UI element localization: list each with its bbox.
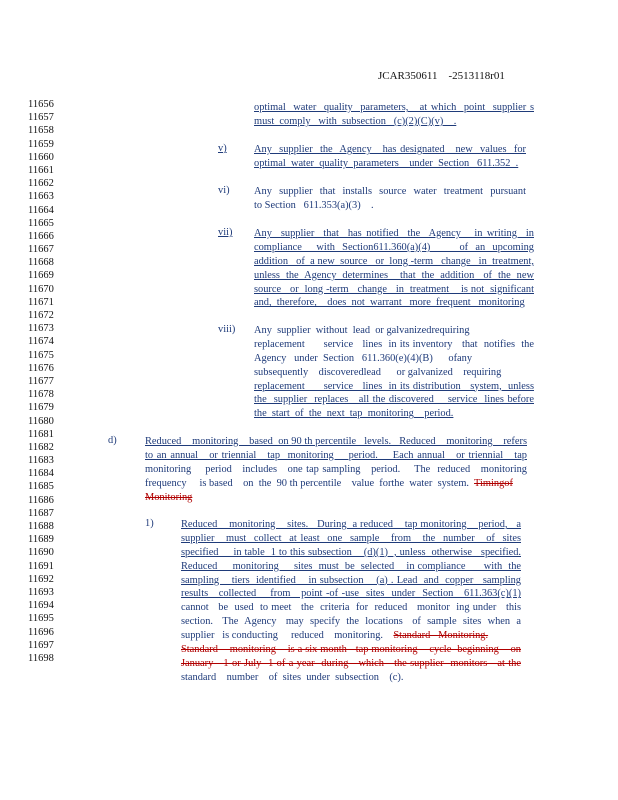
line-number: 11669 bbox=[28, 270, 54, 282]
text-line: to Section 611.353(a)(3) . bbox=[254, 199, 374, 211]
block-vii bbox=[254, 227, 534, 310]
block-viii bbox=[254, 324, 534, 421]
marker-vi: vi) bbox=[218, 185, 230, 196]
text-line: compliance with Section611.360(a)(4) of an upcoming bbox=[254, 241, 534, 253]
text-line: Reduced monitoring sites. During a reduced tap monitoring period, a bbox=[181, 519, 521, 530]
line-number: 11693 bbox=[28, 586, 54, 598]
text-run: frequency is based on the 90 th percentile value forthe water system. bbox=[145, 477, 470, 489]
line-number: 11666 bbox=[28, 230, 54, 242]
line-number: 11676 bbox=[28, 362, 54, 374]
line-number: 11677 bbox=[28, 375, 54, 387]
line-number: 11697 bbox=[28, 639, 54, 651]
text-line bbox=[181, 629, 521, 643]
text-line bbox=[145, 477, 527, 491]
marker-1: 1) bbox=[145, 518, 154, 529]
text-line: specified in table 1 to this subsection (d)(1) , unless otherwise specified. bbox=[181, 546, 521, 558]
text-line: subsequently discoveredlead or galvanized requiring bbox=[254, 366, 502, 378]
line-number: 11658 bbox=[28, 125, 54, 137]
block-top bbox=[254, 101, 534, 129]
line-number: 11662 bbox=[28, 178, 54, 190]
line-number: 11672 bbox=[28, 310, 54, 321]
text-line: addition of a new source or long -term change in treatment, bbox=[254, 255, 534, 267]
text-line: Any supplier that has notified the Agency in writing in bbox=[254, 228, 534, 239]
text-line: monitoring period includes one tap sampling period. The reduced monitoring bbox=[145, 463, 527, 475]
line-number: 11657 bbox=[28, 112, 54, 124]
line-number: 11674 bbox=[28, 336, 54, 348]
line-number: 11684 bbox=[28, 468, 54, 480]
line-number: 11678 bbox=[28, 389, 54, 401]
line-number: 11663 bbox=[28, 191, 54, 203]
line-number: 11688 bbox=[28, 521, 54, 532]
line-number: 11673 bbox=[28, 323, 54, 335]
line-number: 11695 bbox=[28, 613, 54, 625]
line-number: 11659 bbox=[28, 138, 54, 150]
line-number: 11664 bbox=[28, 204, 54, 216]
line-number: 11698 bbox=[28, 652, 54, 664]
text-line: Reduced monitoring based on 90 th percentile levels. Reduced monitoring refers bbox=[145, 436, 527, 447]
block-v bbox=[254, 143, 526, 171]
text-line: section. The Agency may specify the locations of sample sites when a bbox=[181, 616, 521, 628]
text-line: the supplier replaces all the discovered service lines before bbox=[254, 394, 534, 406]
text-line: cannot be used to meet the criteria for reduced monitor ing under this bbox=[181, 602, 521, 614]
block-1 bbox=[181, 518, 521, 685]
marker-d: d) bbox=[108, 435, 117, 446]
marker-vii: vii) bbox=[218, 227, 233, 238]
line-number: 11696 bbox=[28, 626, 54, 638]
line-number: 11671 bbox=[28, 296, 54, 308]
line-number: 11692 bbox=[28, 573, 54, 585]
deleted-text: Timingof bbox=[474, 477, 513, 489]
line-number: 11680 bbox=[28, 415, 54, 427]
line-number: 11656 bbox=[28, 99, 54, 110]
text-line: must comply with subsection (c)(2)(C)(v) . bbox=[254, 115, 457, 127]
line-number: 11660 bbox=[28, 151, 54, 163]
line-number: 11689 bbox=[28, 534, 54, 546]
text-line: supplier must collect at least one sample from the number of sites bbox=[181, 532, 521, 544]
text-line: standard number of sites under subsection (c). bbox=[181, 671, 404, 683]
deleted-text: Standard monitoring is a six month tap monitoring cycle beginning on bbox=[181, 644, 521, 656]
deleted-text: January 1 or July 1 of a year during which the supplier monitors at the bbox=[181, 657, 521, 669]
document-header: JCAR350611 -2513118r01 bbox=[378, 70, 505, 82]
text-line: and, therefore, does not warrant more frequent monitoring bbox=[254, 297, 525, 309]
line-number: 11661 bbox=[28, 164, 54, 176]
line-number: 11694 bbox=[28, 600, 54, 612]
block-vi bbox=[254, 185, 526, 213]
line-number: 11675 bbox=[28, 349, 54, 361]
line-number: 11691 bbox=[28, 560, 54, 572]
line-numbers bbox=[28, 98, 54, 665]
text-line: optimal water quality parameters under Section 611.352 . bbox=[254, 157, 519, 169]
line-number: 11683 bbox=[28, 455, 54, 467]
marker-v: v) bbox=[218, 143, 227, 154]
line-number: 11686 bbox=[28, 494, 54, 506]
text-line: replacement service lines in its inventory that notifies the bbox=[254, 338, 534, 350]
line-number: 11668 bbox=[28, 257, 54, 269]
text-line: optimal water quality parameters, at which point supplier s bbox=[254, 102, 534, 113]
deleted-text: Standard Monitoring. bbox=[393, 630, 489, 642]
line-number: 11681 bbox=[28, 428, 54, 440]
text-line: the start of the next tap monitoring period. bbox=[254, 408, 454, 420]
line-number: 11670 bbox=[28, 283, 54, 295]
deleted-text: Monitoring bbox=[145, 491, 193, 503]
text-line: results collected from point -of -use sites under Section 611.363(c)(1) bbox=[181, 588, 521, 600]
line-number: 11682 bbox=[28, 441, 54, 453]
block-d bbox=[145, 435, 527, 504]
text-line: sampling tiers identified in subsection (a) . Lead and copper sampling bbox=[181, 574, 521, 586]
line-number: 11665 bbox=[28, 217, 54, 229]
text-line: source or long -term change in treatment is not significant bbox=[254, 283, 534, 295]
line-number: 11679 bbox=[28, 402, 54, 414]
text-line: Any supplier without lead or galvanizedrequiring bbox=[254, 325, 470, 336]
text-line: replacement service lines in its distribution system, unless bbox=[254, 380, 534, 392]
text-line: Any supplier that installs source water treatment pursuant bbox=[254, 186, 526, 197]
text-line: unless the Agency determines that the addition of the new bbox=[254, 269, 534, 281]
text-line: Reduced monitoring sites must be selected in compliance with the bbox=[181, 560, 521, 572]
text-run: supplier is conducting reduced monitoring. bbox=[181, 630, 384, 642]
text-line: to an annual or triennial tap monitoring period. Each annual or triennial tap bbox=[145, 449, 527, 461]
line-number: 11687 bbox=[28, 507, 54, 519]
line-number: 11667 bbox=[28, 244, 54, 256]
line-number: 11690 bbox=[28, 547, 54, 559]
text-line: Agency under Section 611.360(e)(4)(B) ofany bbox=[254, 352, 473, 364]
text-line: Any supplier the Agency has designated new values for bbox=[254, 144, 526, 155]
marker-viii: viii) bbox=[218, 324, 236, 335]
line-number: 11685 bbox=[28, 481, 54, 493]
